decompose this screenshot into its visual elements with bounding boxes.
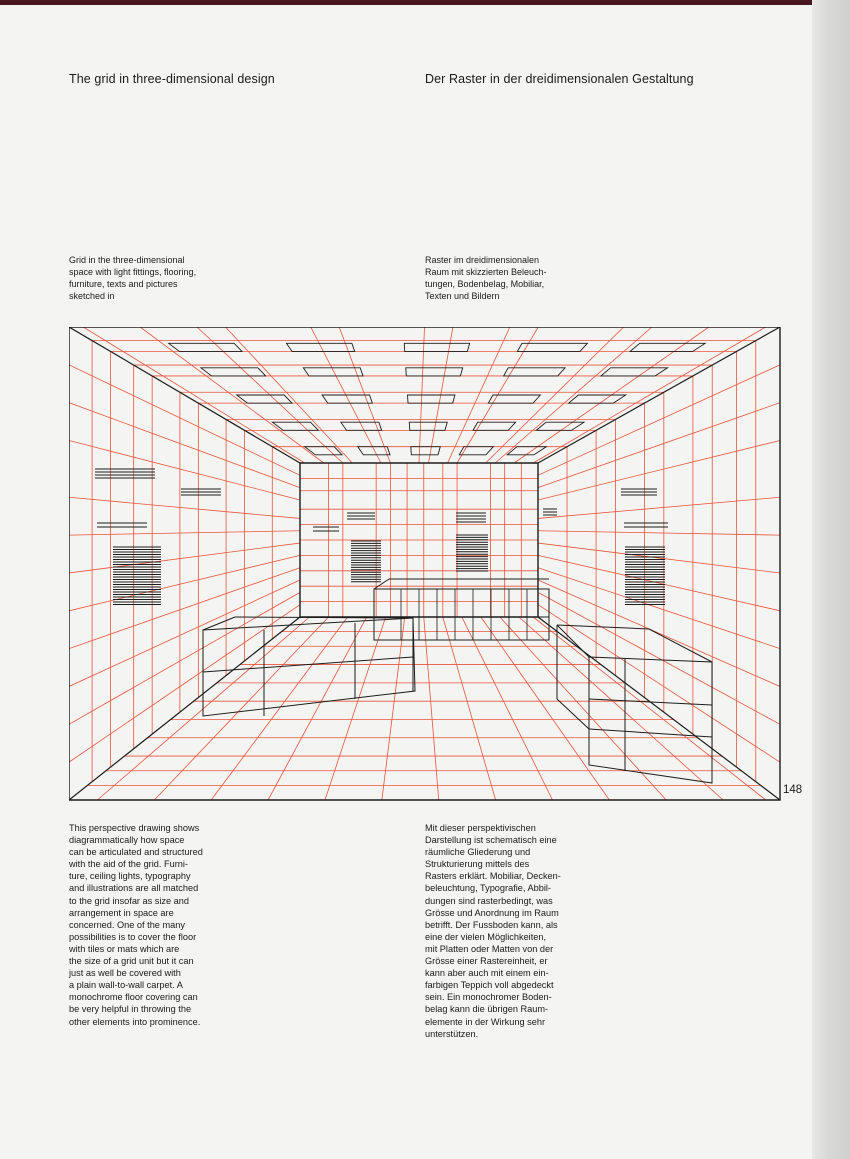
left-wall-ray [69, 497, 300, 518]
floor-ray [443, 617, 496, 800]
ceiling-light [409, 422, 447, 430]
ceiling-light [272, 422, 318, 430]
cabinet-right-edge [649, 629, 712, 662]
left-wall-ray [69, 543, 300, 573]
left-wall-ray [69, 441, 300, 500]
floor-ray [382, 617, 405, 800]
left-wall-ray [69, 580, 300, 686]
ceiling-light [237, 395, 292, 403]
ceiling-light [411, 447, 440, 455]
ceiling-light [404, 343, 469, 351]
ceiling-light [303, 368, 363, 376]
heading-german: Der Raster in der dreidimensionalen Gestaltung [425, 72, 694, 86]
right-wall-ray [538, 403, 780, 488]
right-wall-ray [538, 543, 780, 573]
right-wall-ray [538, 580, 780, 686]
ceiling-light [630, 343, 705, 351]
floor-ray [211, 617, 347, 800]
page-top-edge [0, 0, 850, 5]
heading-english: The grid in three-dimensional design [69, 72, 275, 86]
page-binding-shadow [812, 0, 850, 1159]
floor-ray [481, 617, 609, 800]
drawing-frame [69, 327, 780, 800]
floor-ray [268, 617, 367, 800]
right-wall-ray [538, 531, 780, 535]
floor-ray [462, 617, 553, 800]
room-corner-edge [538, 617, 780, 800]
ceiling-ray [533, 327, 766, 463]
left-wall-ray [69, 531, 300, 535]
body-text-german: Mit dieser perspektivischen Darstellung ist schematisch eine räumliche Gliederung und Strukturierung mittels des Rasters erklärt. Mobiliar, Decken- beleuchtung, Typografie, Abbil- dungen sind rasterbedingt, was Grösse und Anordnung im Raum betrifft. Der Fussboden kann, als eine der vielen Möglichkeiten, mit Platten oder Matten von der Grösse einer Rastereinheit, er kann aber auch mit einem ein- farbigen Teppich voll abgedeckt sein. Ein monochromer Boden- belag kann die übrigen Raum- elemente in der Wirkung sehr unterstützen. [425, 823, 561, 1039]
right-wall-ray [538, 441, 780, 500]
ceiling-light [305, 447, 342, 455]
table-back [374, 589, 549, 640]
ceiling-light [201, 368, 266, 376]
ceiling-light [322, 395, 372, 403]
right-wall-ray [538, 605, 780, 762]
caption-german: Raster im dreidimensionalen Raum mit skizzierten Beleuch- tungen, Bodenbelag, Mobiliar, Texten und Bildern [425, 255, 547, 301]
left-wall-ray [69, 568, 300, 649]
ceiling-light [408, 395, 455, 403]
ceiling-light [169, 343, 242, 351]
cabinet-right-edge [557, 625, 649, 629]
ceiling-light [358, 447, 390, 455]
ceiling-light [601, 368, 668, 376]
ceiling-light [488, 395, 540, 403]
room-corner-edge [538, 327, 780, 463]
page-number: 148 [783, 784, 803, 796]
black-structure-lines [69, 327, 780, 800]
left-wall-ray [69, 555, 300, 610]
floor-ray [424, 617, 439, 800]
body-text-english: This perspective drawing shows diagrammatically how space can be articulated and structured with the aid of the grid. Furni- ture, ceiling lights, typography and illustrations are all matched to the grid insofar as size and arrangement in space are concerned. One of the many possibilities is to cover the floor with tiles or mats which are the size of a grid unit but it can just as well be covered with a plain wall-to-wall carpet. A monochrome floor covering can be very helpful in throwing the other elements into prominence. [69, 823, 203, 1027]
ceiling-light [286, 343, 354, 351]
right-wall-ray [538, 365, 780, 475]
right-wall-ray [538, 592, 780, 724]
cabinet-right-edge [557, 699, 589, 729]
ceiling-light [569, 395, 626, 403]
left-wall-ray [69, 592, 300, 724]
caption-english: Grid in the three-dimensional space with light fittings, flooring, furniture, texts and pictures sketched in [69, 255, 197, 301]
floor-ray [533, 617, 766, 800]
perspective-grid-drawing [69, 327, 781, 801]
ceiling-light [536, 422, 584, 430]
right-wall-ray [538, 497, 780, 518]
red-grid-lines [69, 327, 780, 800]
ceiling-light [406, 368, 463, 376]
